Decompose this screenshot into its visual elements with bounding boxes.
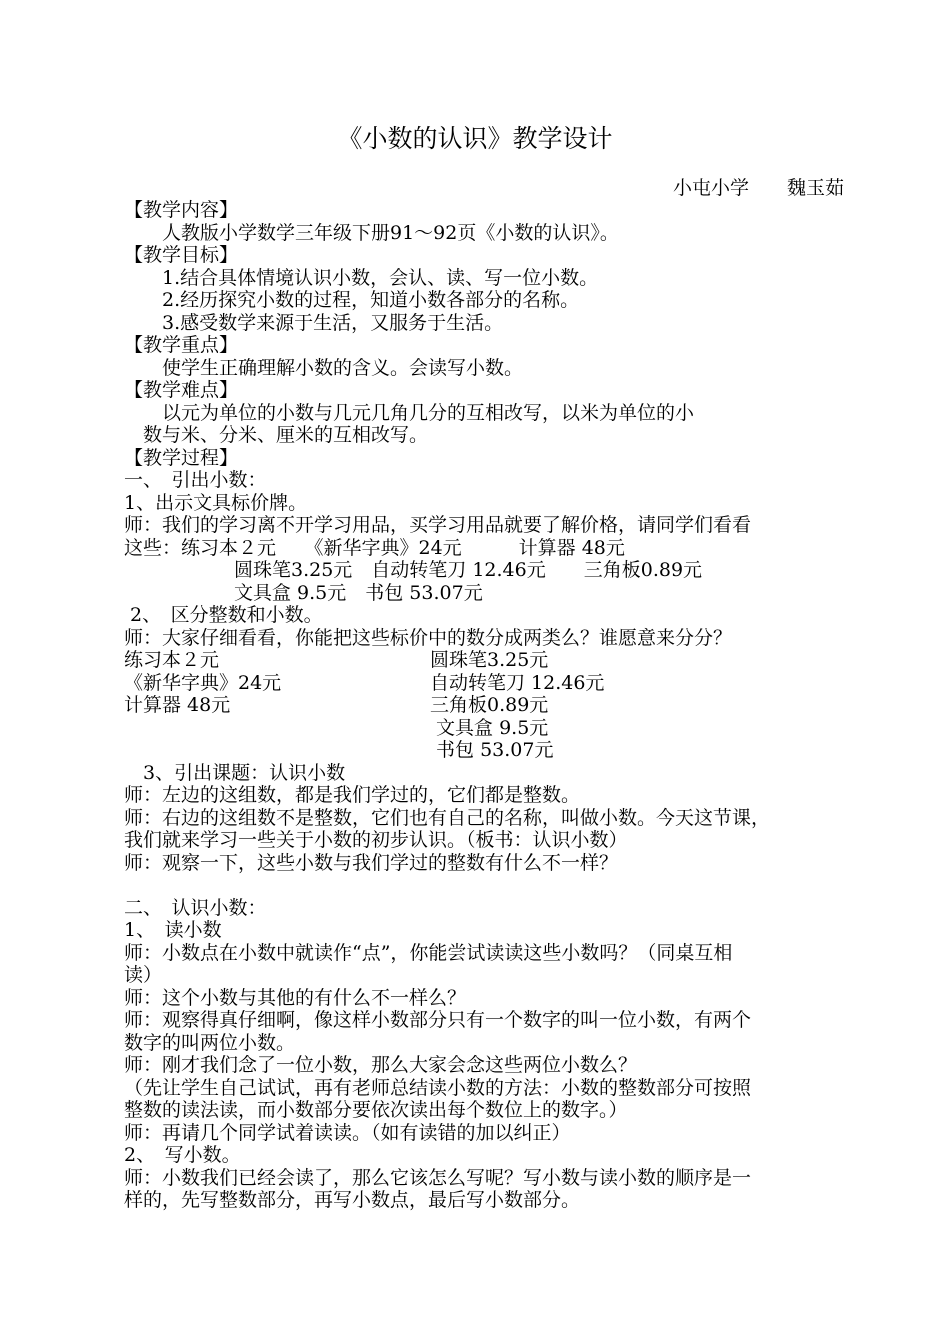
author-line: 小屯小学 魏玉茹 (672, 177, 844, 199)
paragraph: 二、 认识小数： (124, 896, 267, 919)
document-body (124, 199, 849, 1212)
integer-item: 计算器 48元 (124, 694, 231, 716)
paragraph: 这些：练习本２元 《新华字典》24元 计算器 48元 (124, 536, 625, 559)
integer-item: 练习本２元 (124, 649, 220, 671)
section-heading: 【教学难点】 (124, 379, 239, 401)
paragraph: 师：观察一下，这些小数与我们学过的整数有什么不一样？ (124, 851, 619, 874)
paragraph: 师：小数点在小数中就读作“点”，你能尝试读读这些小数吗？（同桌互相 (124, 941, 733, 964)
paragraph: 我们就来学习一些关于小数的初步认识。（板书：认识小数） (124, 829, 628, 851)
paragraph: 师：我们的学习离不开学习用品，买学习用品就要了解价格，请同学们看看 (124, 514, 752, 536)
paragraph: （先让学生自己试试，再有老师总结读小数的方法：小数的整数部分可按照 (124, 1076, 752, 1099)
section-heading: 【教学目标】 (124, 244, 239, 266)
paragraph: 师：左边的这组数，都是我们学过的，它们都是整数。 (124, 784, 581, 806)
paragraph: 师：大家仔细看看，你能把这些标价中的数分成两类么？谁愿意来分分？ (124, 626, 733, 649)
paragraph: 数字的叫两位小数。 (124, 1031, 296, 1054)
decimal-item: 书包 53.07元 (430, 739, 554, 761)
paragraph: 以元为单位的小数与几元几角几分的互相改写，以米为单位的小 (124, 401, 695, 424)
blank-line (124, 874, 849, 897)
paragraph: 人教版小学数学三年级下册91～92页《小数的认识》。 (124, 221, 619, 244)
integer-item: 《新华字典》24元 (124, 671, 282, 694)
paragraph: 读） (124, 964, 163, 986)
classification-row (124, 672, 849, 695)
integer-item (124, 717, 430, 740)
paragraph: 2、 写小数。 (124, 1144, 241, 1166)
classification-row (124, 739, 849, 762)
paragraph: 样的，先写整数部分，再写小数点，最后写小数部分。 (124, 1189, 581, 1211)
paragraph: 2.经历探究小数的过程，知道小数各部分的名称。 (124, 289, 580, 311)
paragraph: 师：观察得真仔细啊，像这样小数部分只有一个数字的叫一位小数，有两个 (124, 1009, 752, 1031)
paragraph: 师：小数我们已经会读了，那么它该怎么写呢？写小数与读小数的顺序是一 (124, 1166, 752, 1189)
paragraph: 师：刚才我们念了一位小数，那么大家会念这些两位小数么？ (124, 1054, 638, 1076)
section-heading: 【教学过程】 (124, 446, 239, 469)
decimal-item: 文具盒 9.5元 (430, 716, 549, 739)
section-heading: 【教学内容】 (124, 199, 239, 221)
decimal-item: 三角板0.89元 (430, 694, 549, 716)
price-line: 圆珠笔3.25元 自动转笔刀 12.46元 三角板0.89元 (234, 559, 703, 581)
paragraph: 数与米、分米、厘米的互相改写。 (124, 424, 429, 446)
decimal-item: 自动转笔刀 12.46元 (430, 671, 605, 694)
paragraph: 1.结合具体情境认识小数，会认、读、写一位小数。 (124, 266, 599, 289)
paragraph: 师：右边的这组数不是整数，它们也有自己的名称，叫做小数。今天这节课， (124, 806, 771, 829)
paragraph: 1、 读小数 (124, 919, 222, 941)
section-heading: 【教学重点】 (124, 334, 239, 356)
classification-row (124, 717, 849, 740)
paragraph: 3、引出课题：认识小数 (124, 761, 346, 784)
paragraph: 使学生正确理解小数的含义。会读写小数。 (124, 356, 524, 379)
paragraph: 师：这个小数与其他的有什么不一样么？ (124, 986, 467, 1009)
decimal-item: 圆珠笔3.25元 (430, 649, 549, 671)
paragraph: 3.感受数学来源于生活，又服务于生活。 (124, 311, 504, 334)
integer-item (124, 739, 430, 762)
paragraph: 2、 区分整数和小数。 (124, 604, 323, 626)
price-line: 文具盒 9.5元 书包 53.07元 (234, 581, 483, 604)
paragraph: 1、出示文具标价牌。 (124, 491, 308, 514)
paragraph: 一、 引出小数： (124, 469, 267, 491)
paragraph: 师：再请几个同学试着读读。（如有读错的加以纠正） (124, 1121, 571, 1144)
classification-row (124, 694, 849, 717)
paragraph: 整数的读法读，而小数部分要依次读出每个数位上的数字。） (124, 1099, 628, 1121)
document-title: 《小数的认识》教学设计 (337, 124, 613, 153)
classification-row (124, 649, 849, 672)
